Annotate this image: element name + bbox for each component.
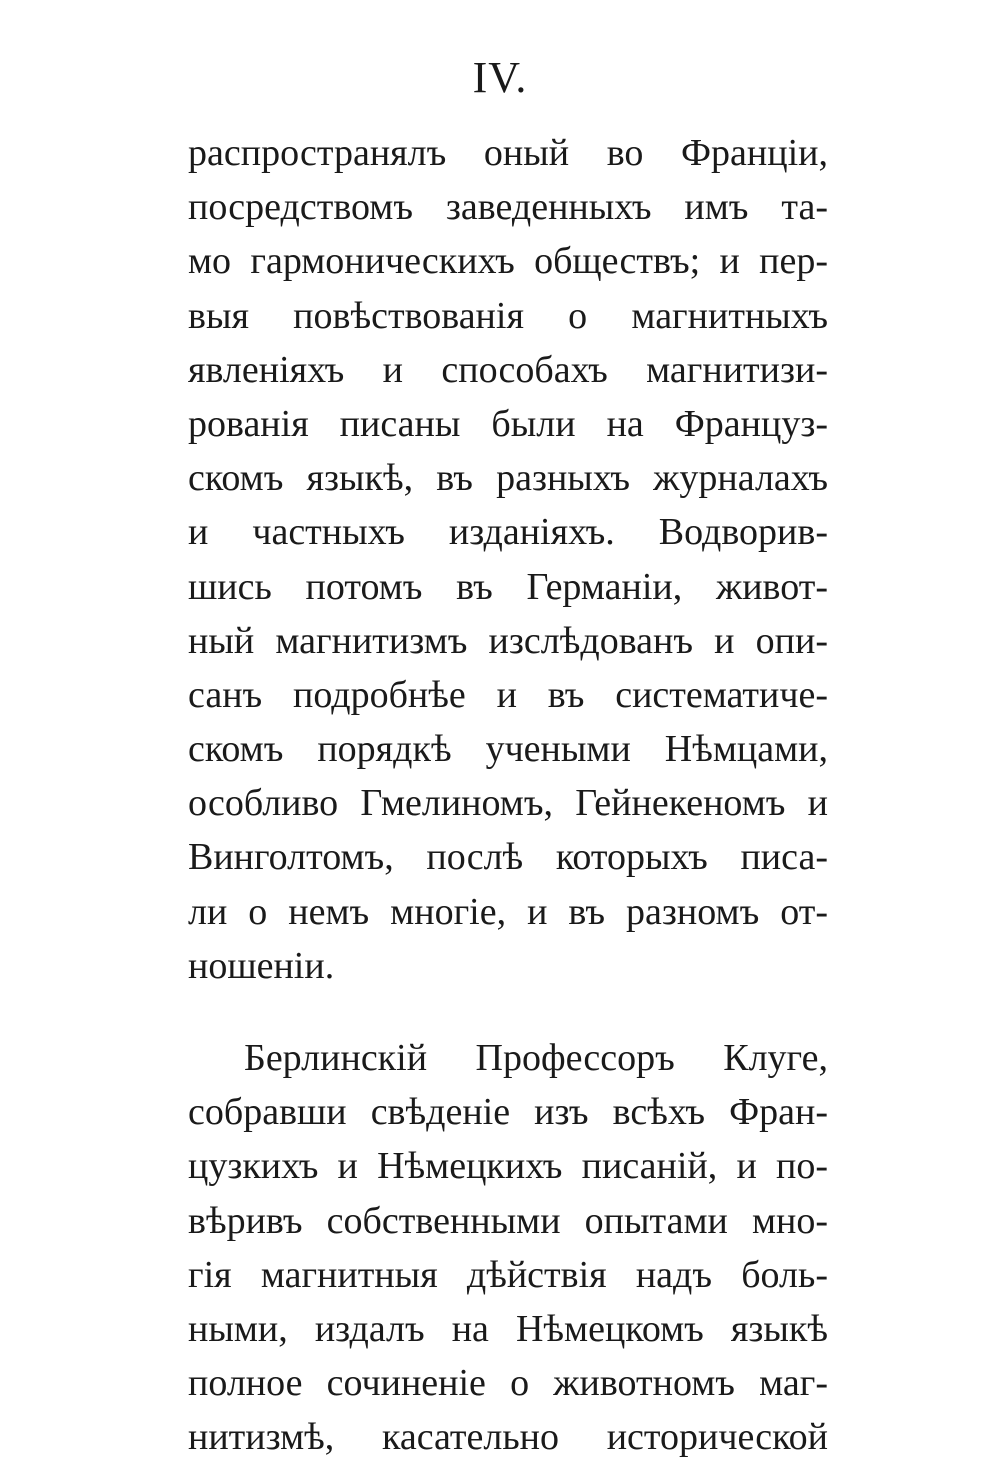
paragraph-2	[188, 1031, 828, 1465]
text-line: Винголтомъ, послѣ которыхъ писа-	[188, 836, 828, 879]
paragraph-gap	[188, 993, 828, 1031]
text-line: шись потомъ въ Германіи, живот-	[188, 565, 828, 608]
text-line: скомъ языкѣ, въ разныхъ журналахъ	[188, 457, 828, 500]
text-line: ными, издалъ на Нѣмецкомъ языкѣ	[188, 1307, 828, 1350]
paragraph-1	[188, 126, 828, 993]
text-line: явленіяхъ и способахъ магнитизи-	[188, 348, 828, 391]
text-line: особливо Гмелиномъ, Гейнекеномъ и	[188, 782, 828, 825]
text-line: нитизмѣ, касательно исторической	[188, 1416, 828, 1459]
text-line: и частныхъ изданіяхъ. Водворив-	[188, 511, 828, 554]
text-line: цузкихъ и Нѣмецкихъ писаній, и по-	[188, 1145, 828, 1188]
text-line: ли о немъ многіе, и въ разномъ от-	[188, 890, 828, 933]
text-line: гія магнитныя дѣйствія надъ боль-	[188, 1253, 828, 1296]
text-line: ный магнитизмъ изслѣдованъ и опи-	[188, 619, 828, 662]
text-line: рованія писаны были на Француз-	[188, 402, 828, 445]
text-line: ношеніи.	[188, 944, 335, 987]
text-line: санъ подробнѣе и въ систематиче-	[188, 673, 828, 716]
text-line: посредствомъ заведенныхъ имъ та-	[188, 186, 828, 229]
text-line: Берлинскій Профессоръ Клуге,	[244, 1037, 828, 1079]
body-text	[188, 126, 828, 1465]
text-line: собравши свѣденіе изъ всѣхъ Фран-	[188, 1091, 828, 1134]
text-line: мо гармоническихъ обществъ; и пер-	[188, 240, 828, 283]
text-line: вѣривъ собственными опытами мно-	[188, 1199, 828, 1242]
text-line: полное сочиненіе о животномъ маг-	[188, 1362, 828, 1405]
text-line: распространялъ оный во Франціи,	[188, 132, 828, 174]
page-number: IV.	[472, 53, 528, 102]
text-line: скомъ порядкѣ учеными Нѣмцами,	[188, 728, 828, 771]
text-line: выя повѣствованія о магнитныхъ	[188, 294, 828, 337]
